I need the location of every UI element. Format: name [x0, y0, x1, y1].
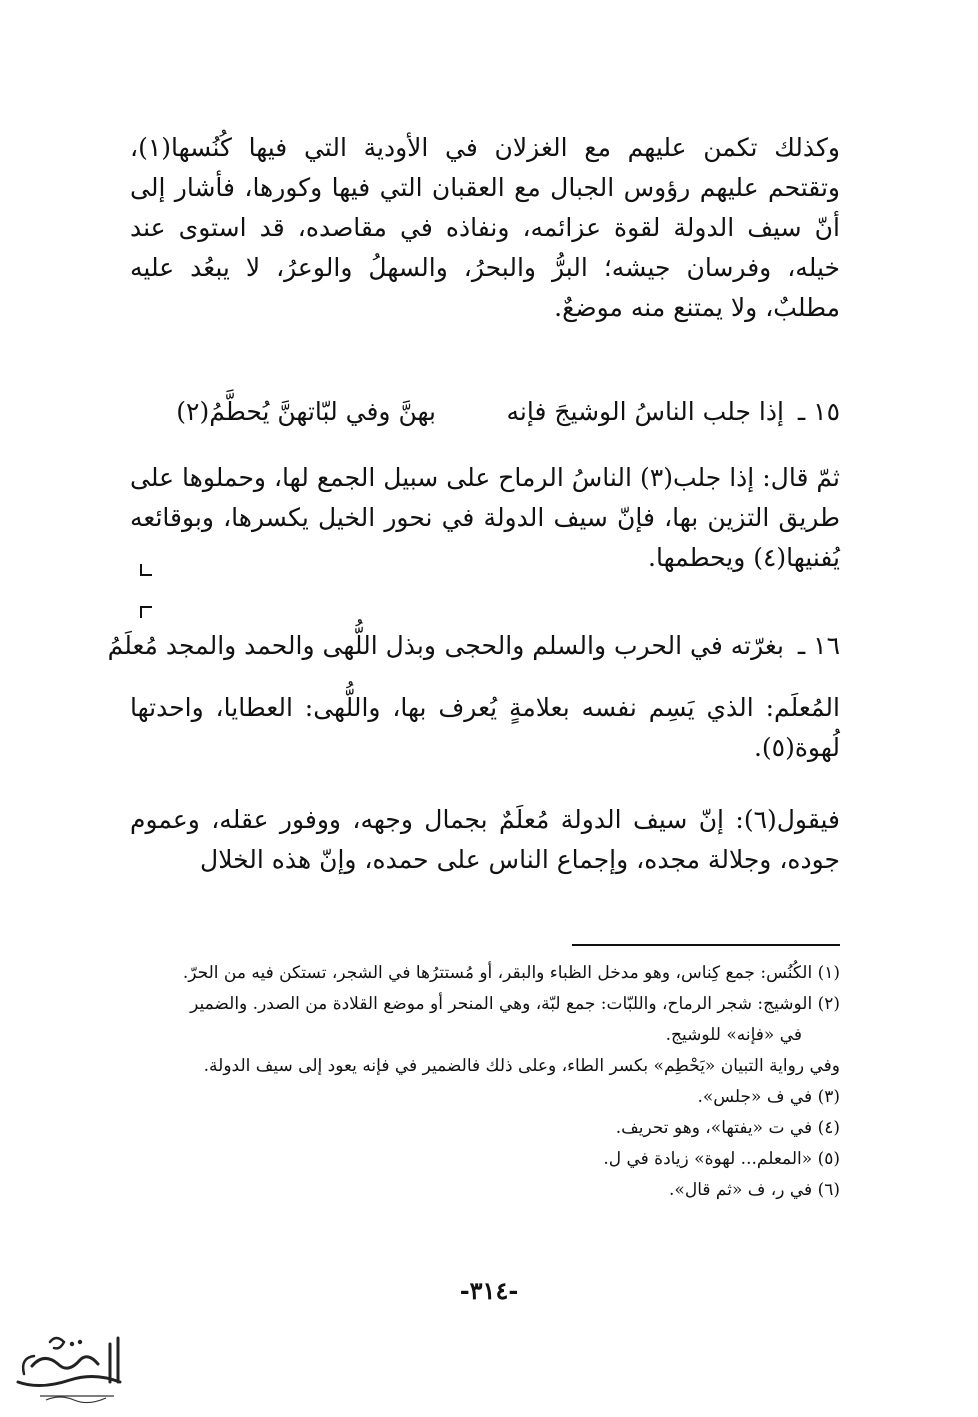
- footnote-6: (٦) في ر، ف «ثم قال».: [669, 1180, 840, 1200]
- footnote-separator: [572, 944, 840, 946]
- verse-16: [107, 626, 840, 666]
- verse-hemistich-second: وبذل اللُّهى والحمد والمجد مُعلَمُ: [107, 631, 436, 660]
- footnote-3: (٣) في ف «جلس».: [697, 1087, 840, 1107]
- footnote-5: (٥) «المعلم... لهوة» زيادة في ل.: [603, 1149, 840, 1169]
- calligraphy-logo-icon: [10, 1330, 128, 1410]
- verse-hemistich-second: بهنَّ وفي لبّاتهنَّ يُحطَّمُ(٢): [176, 397, 436, 426]
- paragraph-1: وكذلك تكمن عليهم مع الغزلان في الأودية التي فيها كُنُسها(١)، وتقتحم عليهم رؤوس الجبال مع العقبان التي فيها وكورها، فأشار إلى أنّ سيف الدولة لقوة عزائمه، ونفاذه في مقاصده، قد استوى عند خيله، وفرسان جيشه؛ البرُّ والبحرُ، والسهلُ والوعرُ، لا يبعُد عليه مطلبٌ، ولا يمتنع منه موضعٌ.: [130, 133, 840, 322]
- footnote-1: (١) الكُنُس: جمع كِناس، وهو مدخل الظباء والبقر، أو مُستترُها في الشجر، تستكن فيه من الحرّ.: [182, 963, 840, 983]
- paragraph-3: المُعلَم: الذي يَسِم نفسه بعلامةٍ يُعرف بها، واللُّهى: العطايا، واحدتها لُهوة(٥).: [130, 693, 840, 762]
- verse-number: ١٦ ـ: [797, 631, 840, 660]
- paragraph-2: ثمّ قال: إذا جلب(٣) الناسُ الرماح على سبيل الجمع لها، وحملوها على طريق التزين بها، فإنّ سيف الدولة في نحور الخيل يكسرها، وبوقائعه يُفنيها(٤) ويحطمها.: [130, 463, 840, 572]
- verse-number: ١٥ ـ: [797, 397, 840, 426]
- verse-15: [130, 392, 840, 432]
- verse-hemistich-first: بغرّته في الحرب والسلم والحجى: [444, 631, 784, 660]
- footnote-4: (٤) في ت «يفتها»، وهو تحريف.: [615, 1118, 840, 1138]
- footnote-2-continued: في «فإنه» للوشيج.: [665, 1025, 802, 1045]
- footnote-2: (٢) الوشيج: شجر الرماح، واللبّات: جمع لبّة، وهي المنحر أو موضع القلادة من الصدر. والضمير: [190, 994, 840, 1014]
- footnotes: [130, 958, 840, 1206]
- footnote-2-note: وفي رواية التبيان «يَحْطِم» بكسر الطاء، وعلى ذلك فالضمير في فإنه يعود إلى سيف الدولة.: [203, 1056, 840, 1076]
- page-number: -٣١٤-: [459, 1276, 519, 1305]
- section-start-mark: [140, 606, 152, 618]
- verse-hemistich-first: إذا جلب الناسُ الوشيجَ فإنه: [506, 397, 784, 426]
- section-end-mark: [140, 564, 152, 576]
- paragraph-4: فيقول(٦): إنّ سيف الدولة مُعلَمٌ بجمال وجهه، ووفور عقله، وعموم جوده، وجلالة مجده، وإجماع الناس على حمده، وإنّ هذه الخلال: [130, 805, 840, 874]
